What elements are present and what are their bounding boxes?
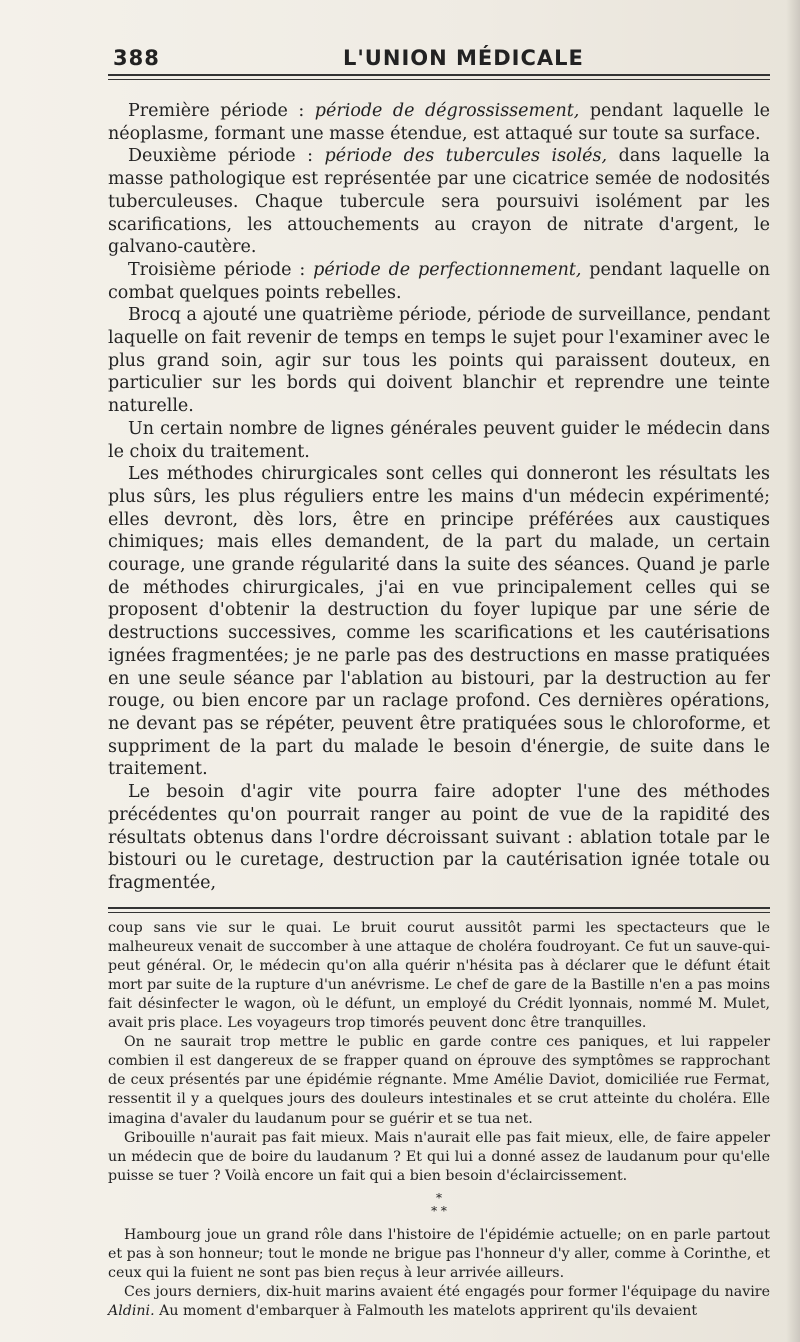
notes-rule-thin (108, 912, 770, 913)
paragraph-besoin: Le besoin d'agir vite pourra faire adopter l'une des méthodes précédentes qu'on pourrait ranger au point de vue de la rapidité des résultats obtenus dans l'ordre décroissant suivant : ablation totale par le bistouri ou le curetage, destruction par la cautérisation ignée totale ou fragmentée, (108, 782, 770, 893)
text-run: Troisième période : (128, 259, 314, 280)
page-edge-shadow (786, 0, 800, 1342)
feuilleton-notes (108, 919, 770, 1322)
asterism-separator (108, 1192, 770, 1218)
page-number: 388 (113, 46, 160, 70)
text-run: pendant laquelle le néoplasme, formant une masse étendue, est attaqué sur toute sa surface. (108, 101, 770, 144)
paragraph-brocq: Brocq a ajouté une quatrième période, période de surveillance, pendant laquelle on fait revenir de temps en temps le sujet pour l'examiner avec le plus grand soin, agir sur tous les points qui paraissent douteux, en particulier sur les bords qui doivent blanchir et reprendre une teinte naturelle. (108, 305, 770, 417)
italic-run: Aldini. (108, 1303, 155, 1320)
note-paragraph: coup sans vie sur le quai. Le bruit courut aussitôt parmi les spectacteurs que le malheureux venait de succomber à une attaque de choléra foudroyant. Ce fut un sauve-qui-peut général. Or, le médecin qu'on alla quérir n'hésita pas à déclarer que le défunt était mort par suite de la rupture d'un anévrisme. Le chef de gare de la Bastille n'en a pas moins fait désinfecter le wagon, où le défunt, un employé du Crédit lyonnais, nommé M. Mulet, avait pris place. Les voyageurs trop timorés peuvent donc être tranquilles. (108, 919, 770, 1032)
italic-run: période de perfectionnement, (313, 259, 582, 280)
text-run: dans laquelle la masse pathologique est représentée par une cicatrice semée de nodosités tuberculeuses. Chaque tubercule sera poursuivi isolément par les scarifications, les attouchements au crayon de nitrate d'argent, le galvano-cautère. (108, 146, 770, 258)
header-rule (108, 74, 770, 76)
asterism-bottom: * * (431, 1203, 447, 1218)
header-rule-thin (108, 79, 770, 80)
notes-rule (108, 907, 770, 909)
asterism-top: * (436, 1190, 442, 1205)
note-paragraph (108, 1283, 770, 1321)
text-run: Ces jours derniers, dix-huit marins avaient été engagés pour former l'équipage du navire (124, 1284, 770, 1301)
paragraph-period-1 (108, 100, 770, 145)
paragraph-period-2 (108, 145, 770, 259)
text-run: pendant laquelle on combat quelques points rebelles. (108, 259, 770, 303)
paragraph-methodes: Les méthodes chirurgicales sont celles qui donneront les résultats les plus sûrs, les plus réguliers entre les mains d'un médecin expérimenté; elles devront, dès lors, être en principe préférées aux caustiques chimiques; mais elles demandent, de la part du malade, un certain courage, une grande régularité dans la suite des séances. Quand je parle de méthodes chirurgicales, j'ai en vue principalement celles qui se proposent d'obtenir la destruction du foyer lupique par une série de destructions successives, comme les scarifications et les cautérisations ignées fragmentées; je ne parle pas des destructions en masse pratiquées en une seule séance par l'ablation au bistouri, par la destruction au fer rouge, ou bien encore par un raclage profond. Ces dernières opérations, ne devant pas se répéter, peuvent être pratiquées sous le chloroforme, et suppriment de la part du malade le besoin d'énergie, de suite dans le traitement. (108, 464, 770, 780)
text-run: Au moment d'embarquer à Falmouth les matelots apprirent qu'ils devaient (154, 1303, 698, 1320)
text-run: Deuxième période : (128, 146, 325, 167)
note-paragraph: Gribouille n'aurait pas fait mieux. Mais n'aurait elle pas fait mieux, elle, de faire appeler un médecin que de boire du laudanum ? Et qui lui a donné assez de laudanum pour qu'elle puisse se tuer ? Voilà encore un fait qui a bien besoin d'éclaircissement. (108, 1129, 770, 1184)
main-text (108, 100, 770, 895)
paragraph-period-3 (108, 259, 770, 304)
paragraph-lignes: Un certain nombre de lignes générales peuvent guider le médecin dans le choix du traitement. (108, 418, 770, 462)
running-header (108, 38, 770, 70)
note-paragraph: On ne saurait trop mettre le public en garde contre ces paniques, et lui rappeler combien il est dangereux de se frapper quand on éprouve des symptômes se rapprochant de ceux présentés par une épidémie régnante. Mme Amélie Daviot, domiciliée rue Fermat, ressentit il y a quelques jours des douleurs intestinales et se crut atteinte du choléra. Elle imagina d'avaler du laudanum pour se guérir et se tua net. (108, 1034, 770, 1127)
note-paragraph: Hambourg joue un grand rôle dans l'histoire de l'épidémie actuelle; on en parle partout et pas à son honneur; tout le monde ne brigue pas l'honneur d'y aller, comme à Corinthe, et ceux qui la fuient ne sont pas bien reçus à leur arrivée ailleurs. (108, 1226, 770, 1282)
italic-run: période des tubercules isolés, (324, 146, 608, 167)
italic-run: période de dégrossissement, (314, 101, 580, 121)
text-run: Première période : (128, 101, 315, 121)
running-title: L'UNION MÉDICALE (343, 46, 584, 70)
